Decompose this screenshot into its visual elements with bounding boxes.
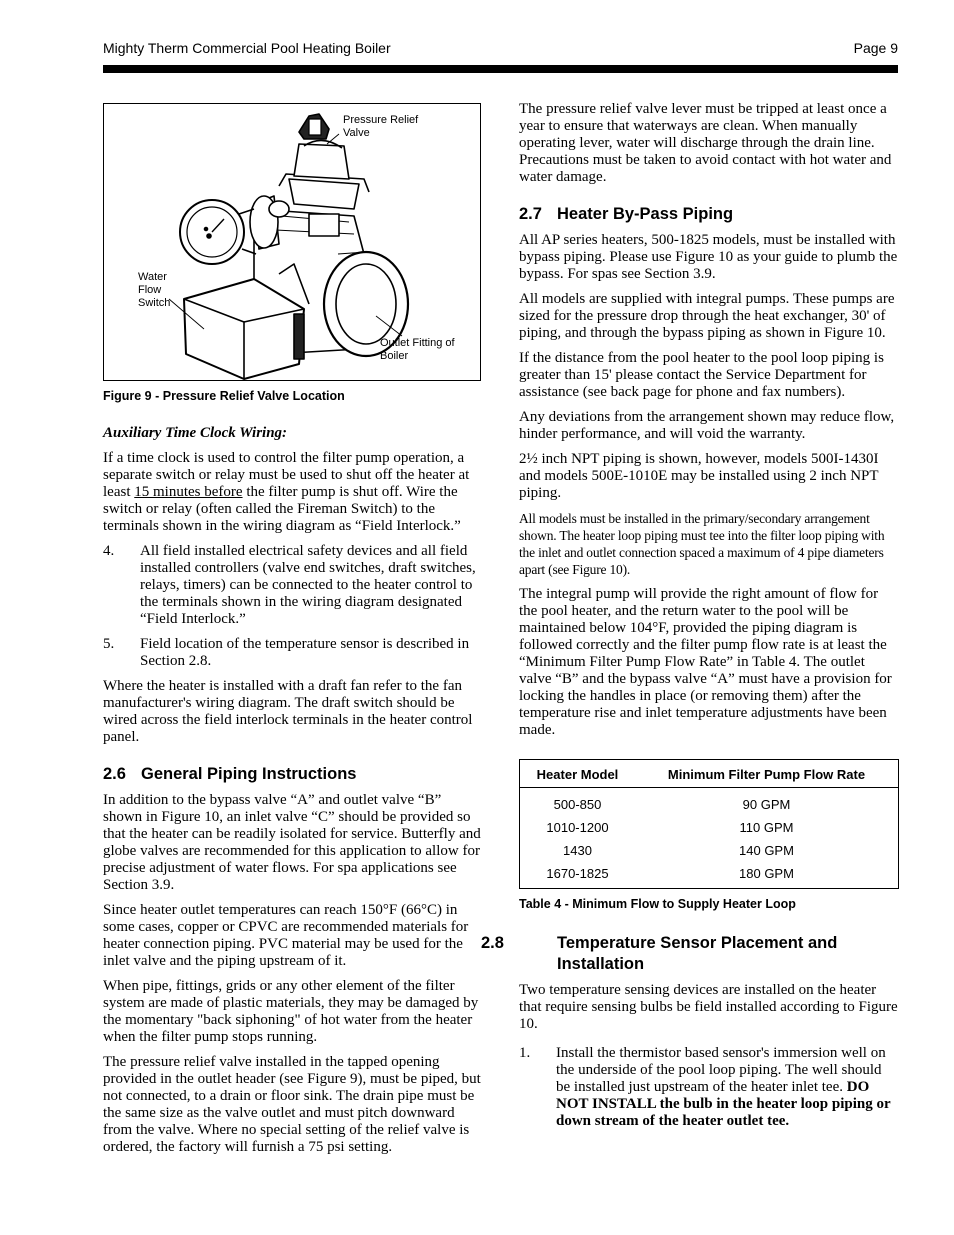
table-cell: 1430 <box>563 843 592 858</box>
flow-rate-table <box>519 759 899 889</box>
section-2-7-paragraph: All AP series heaters, 500-1825 models, must be installed with bypass piping. Please use Figure 10 as your guide to plumb the bypass. For spas see Section 3.9. <box>519 232 898 282</box>
section-2-6-paragraph: When pipe, fittings, grids or any other element of the filter system are made of plastic materials, they may be damaged by the momentary "back siphoning" of hot water from the heater when the filter pump stops running. <box>103 978 479 1045</box>
aux-text-2: the filter pump is shut off. Wire the switch or relay (often called the Fireman Switch) to the terminals shown in the wiring diagram as “Field Interlock.” <box>103 484 461 534</box>
draft-fan-paragraph: Where the heater is installed with a draft fan refer to the fan manufacturer's wiring diagram. The draft switch should be wired across the field interlock terminals in the heater control panel. <box>103 678 473 745</box>
section-title: Temperature Sensor Placement and Installation <box>557 934 838 973</box>
list-number: 1. <box>519 1045 531 1061</box>
table-cell: 500-850 <box>553 797 602 812</box>
label-water-flow-switch: Water Flow Switch <box>138 271 171 309</box>
list-text: Field location of the temperature sensor is described in Section 2.8. <box>140 636 470 669</box>
section-number: 2.6 <box>103 765 126 783</box>
table-header-row <box>520 760 899 788</box>
figure-9 <box>103 103 481 381</box>
section-2-7-paragraph: 2½ inch NPT piping is shown, however, models 500I-1430I and models 500E-1010E may be installed using 2 inch NPT piping. <box>519 451 879 501</box>
section-2-7-paragraph: If the distance from the pool heater to the pool loop piping is greater than 15' please contact the Service Department for assistance (see back page for phone and fax numbers). <box>519 350 884 400</box>
table-cell: 140 GPM <box>739 843 794 858</box>
table-row <box>520 788 899 817</box>
page-number: Page 9 <box>853 40 898 56</box>
table-cell: 1010-1200 <box>546 820 609 835</box>
page-header <box>103 38 898 66</box>
column-header: Minimum Filter Pump Flow Rate <box>635 760 899 788</box>
list-number: 5. <box>103 636 115 652</box>
label-pressure-relief-valve: Pressure Relief Valve <box>343 114 419 139</box>
section-2-6-paragraph: In addition to the bypass valve “A” and outlet valve “B” shown in Figure 10, an inlet valve “C” should be provided so that the heater can be readily isolated for service. Butterfly and globe valves are recommended for this application to allow for precise adjustment of water flows. For spa applications see Section 3.9. <box>103 792 481 893</box>
aux-text-underline: 15 minutes before <box>134 484 243 500</box>
list-number: 4. <box>103 543 115 559</box>
table-row <box>520 862 899 889</box>
right-column <box>481 101 899 1138</box>
list-item-1 <box>519 1045 899 1130</box>
section-2-6-heading <box>103 764 481 785</box>
section-2-7-paragraph: Any deviations from the arrangement shown may reduce flow, hinder performance, and will void the warranty. <box>519 409 895 442</box>
list-text: Install the thermistor based sensor's immersion well on the underside of the pool loop piping. The well should be installed just upstream of the heater inlet tee. <box>556 1045 886 1095</box>
list-text-bold: DO NOT INSTALL the bulb in the heater loop piping or down stream of the heater outlet tee. <box>556 1079 891 1129</box>
aux-text-1: If a time clock is used to control the filter pump operation, a separate switch or relay must be used to shut off the heater at least <box>103 450 470 500</box>
table-cell: 110 GPM <box>739 820 794 835</box>
section-title: Heater By-Pass Piping <box>557 205 734 223</box>
section-title: General Piping Instructions <box>141 765 357 783</box>
document-title: Mighty Therm Commercial Pool Heating Boiler <box>103 40 391 56</box>
column-header: Heater Model <box>520 760 635 788</box>
table-row <box>520 816 899 839</box>
table-caption: Table 4 - Minimum Flow to Supply Heater Loop <box>519 897 796 911</box>
left-column <box>103 103 481 1164</box>
section-2-8-paragraph: Two temperature sensing devices are installed on the heater that require sensing bulbs be field installed according to Figure 10. <box>519 982 898 1032</box>
section-2-6-paragraph: The pressure relief valve installed in the tapped opening provided in the outlet header (see Figure 9), must be piped, but not connected, to a drain or floor sink. The drain pipe must be the same size as the valve outlet and must pitch downward from the valve. Where no special setting of the relief valve is ordered, the factory will furnish a 75 psi setting. <box>103 1054 481 1155</box>
aux-paragraph <box>103 450 481 535</box>
section-2-8-heading <box>481 933 899 975</box>
table-cell: 180 GPM <box>739 866 794 881</box>
aux-time-clock-heading: Auxiliary Time Clock Wiring: <box>103 425 288 441</box>
table-cell: 1670-1825 <box>546 866 609 881</box>
list-text: All field installed electrical safety devices and all field installed controllers (valve end switches, draft switches, relays, timers) can be connected to the heater control to the terminals shown in the wiring diagram designated “Field Interlock.” <box>140 543 476 627</box>
label-outlet-fitting: Outlet Fitting of Boiler <box>380 337 455 362</box>
section-2-7-paragraph: All models are supplied with integral pumps. These pumps are sized for the pressure drop through the heat exchanger, 30' of piping, and through the bypass piping as shown in Figure 10. <box>519 291 895 341</box>
section-2-7-paragraph: The integral pump will provide the right amount of flow for the pool heater, and the return water to the pool will be maintained below 104°F, provided the piping diagram is followed correctly and the filter pump flow rate is at least the “Minimum Filter Pump Flow Rate” in Table 4. The outlet valve “B” and the bypass valve “A” must have a provision for locking the handles in place (or removing them) after the temperature rise and inlet temperature adjustments have been made. <box>519 586 892 738</box>
section-number: 2.8 <box>481 934 504 952</box>
figure-caption: Figure 9 - Pressure Relief Valve Location <box>103 389 345 403</box>
header-rule <box>103 65 898 73</box>
list-item-4 <box>103 543 481 628</box>
section-2-7-heading <box>519 204 899 225</box>
list-item-5 <box>103 636 481 670</box>
section-2-6-paragraph: Since heater outlet temperatures can reach 150°F (66°C) in some cases, copper or CPVC are recommended materials for heater connection piping. PVC material may be used for the inlet valve and the piping upstream of it. <box>103 902 469 969</box>
table-cell: 90 GPM <box>742 797 791 812</box>
relief-lever-paragraph: The pressure relief valve lever must be tripped at least once a year to ensure that waterways are clean. When manually operating lever, water will discharge through the drain line. Precautions must be taken to avoid contact with hot water and water damage. <box>519 101 892 185</box>
section-number: 2.7 <box>519 205 542 223</box>
table-row <box>520 839 899 862</box>
section-2-7-paragraph: All models must be installed in the primary/secondary arrangement shown. The heater loop piping must tee into the filter loop piping with the inlet and outlet connection spaced a maximum of 4 pipe diameters apart (see Figure 10). <box>519 511 885 577</box>
